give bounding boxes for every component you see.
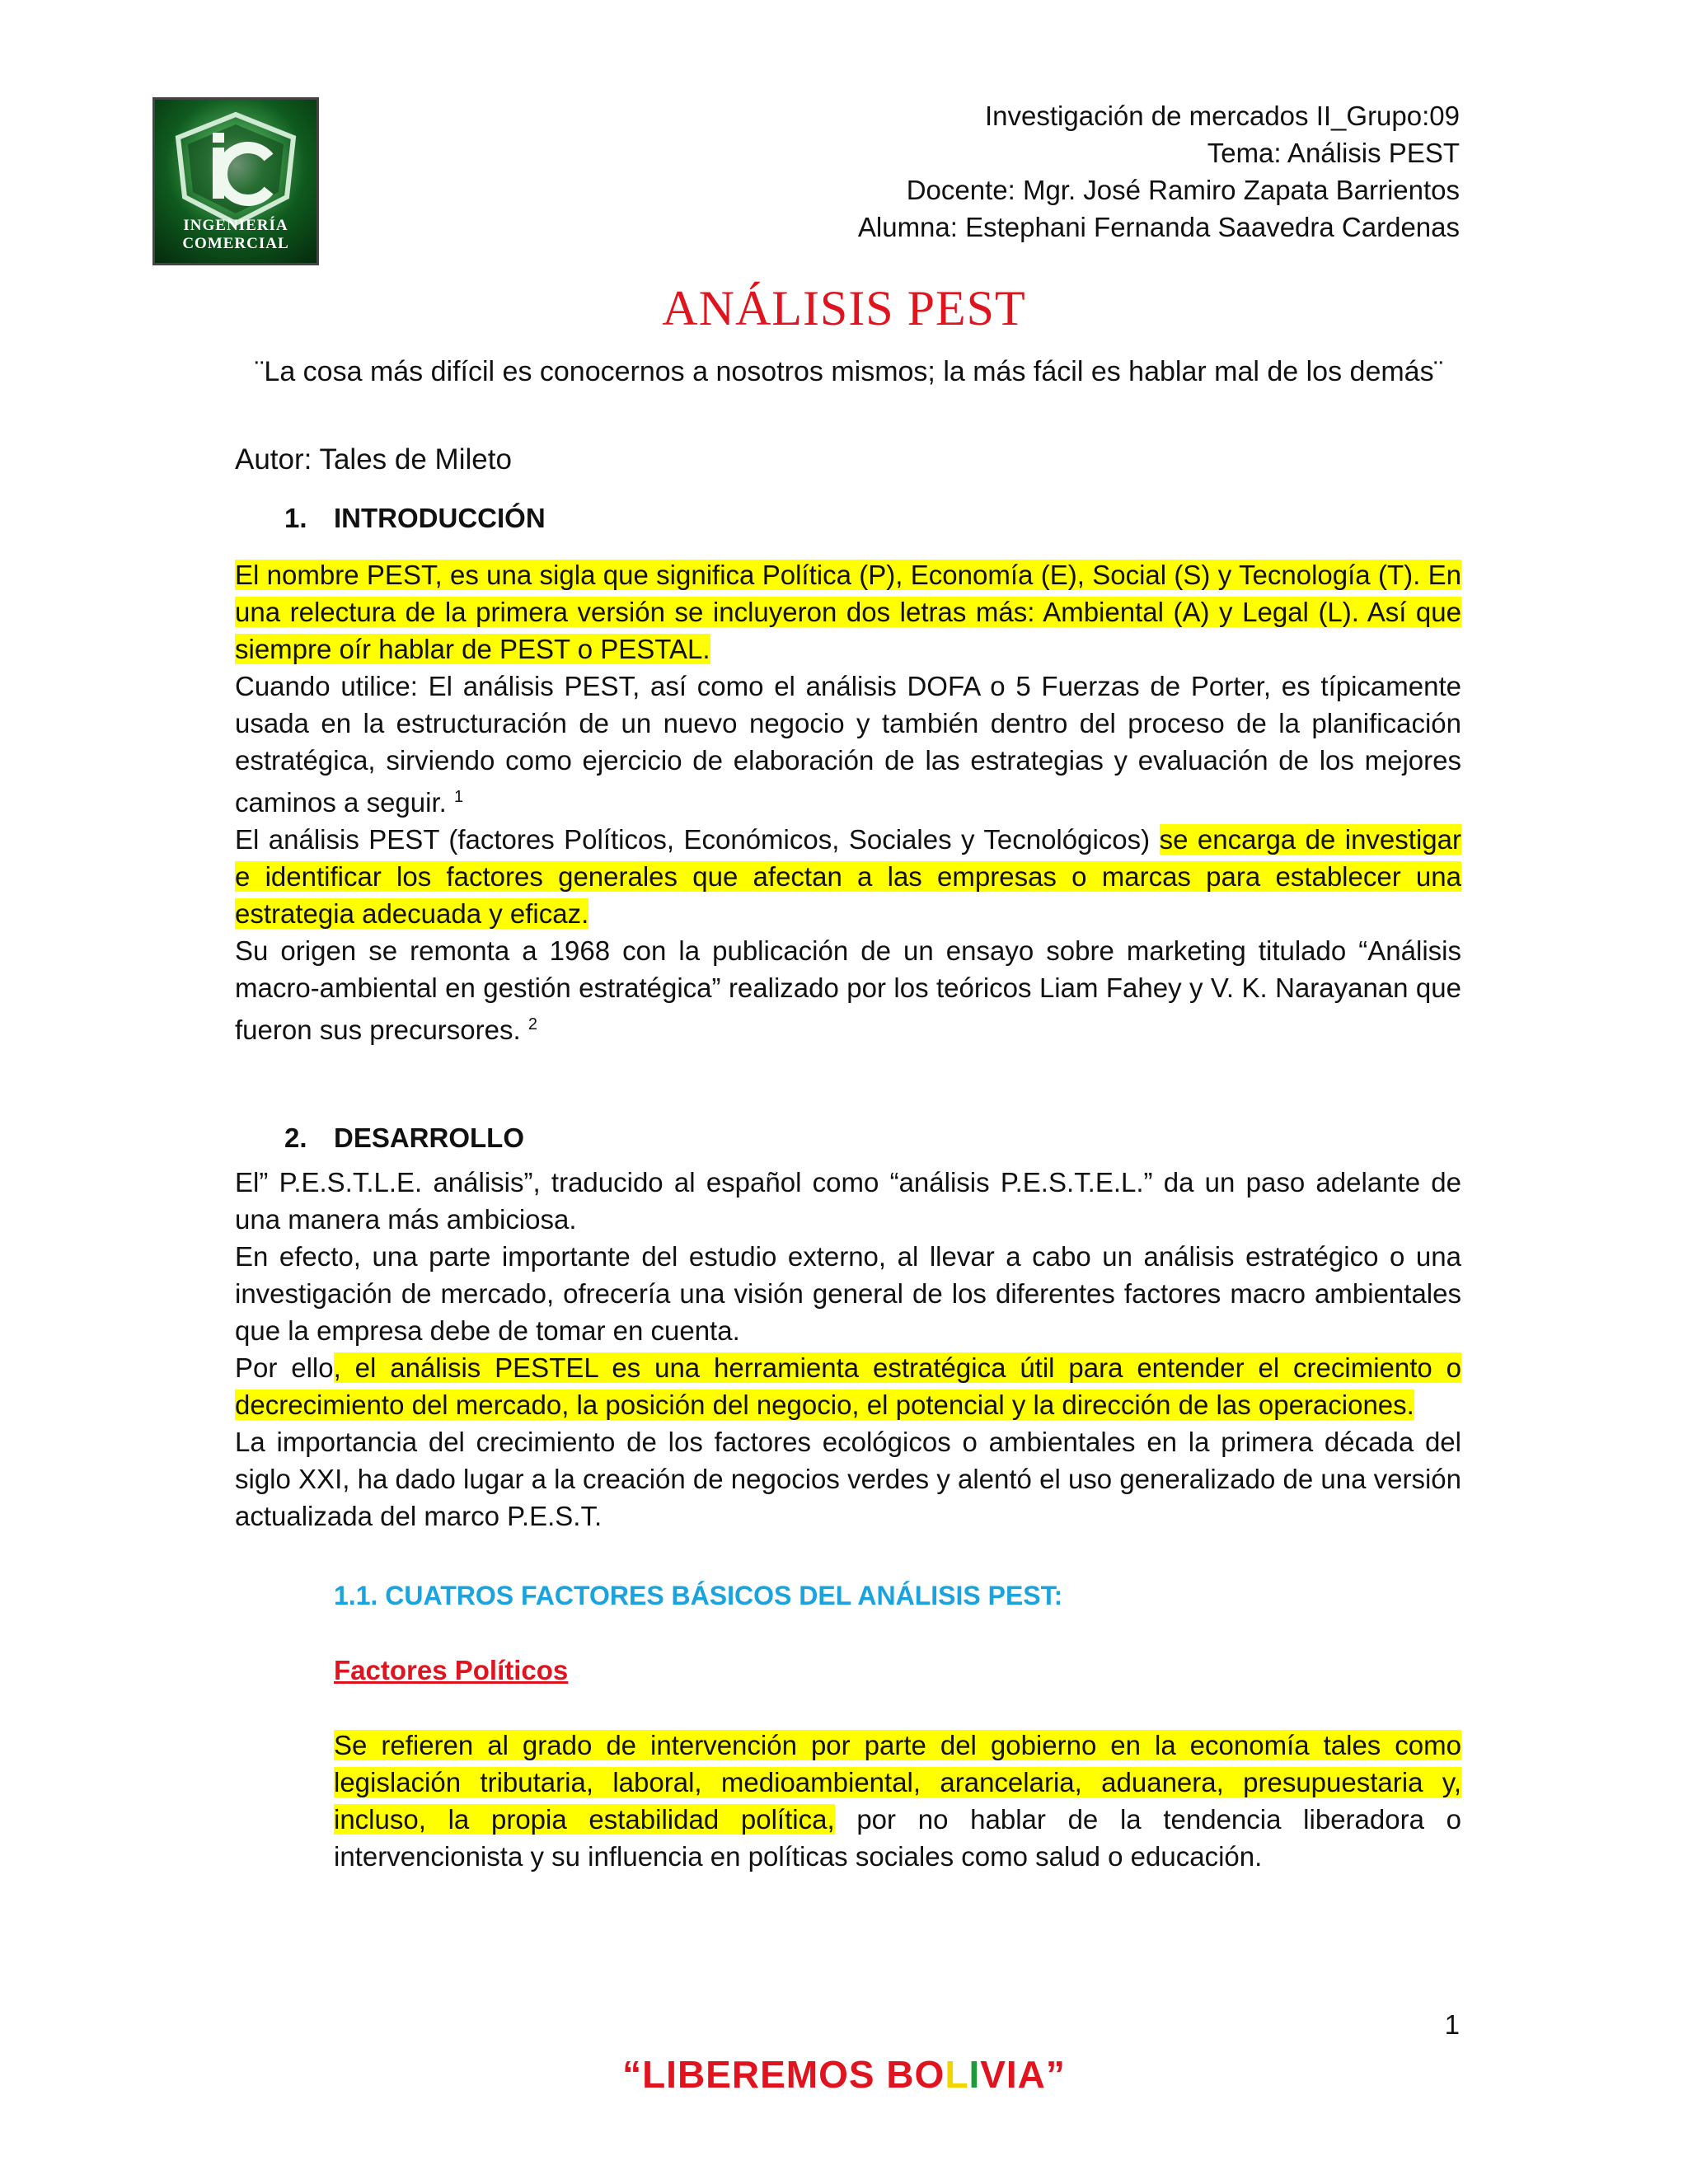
- section2-paragraph2: En efecto, una parte importante del estudio externo, al llevar a cabo un análisis estratégico o una investigación de mercado, ofrecería una visión general de los diferentes factores macro ambientales que la empresa debe de tomar en cuenta.: [235, 1241, 1461, 1346]
- factores-politicos-rest: por no hablar de la tendencia liberadora o intervencionista y su influencia en políticas sociales como salud o educación.: [334, 1804, 1461, 1872]
- factores-politicos-body: [334, 1727, 1461, 1875]
- ingenieria-comercial-logo: [152, 97, 319, 265]
- subsection-heading: 1.1. CUATROS FACTORES BÁSICOS DEL ANÁLISIS PEST:: [334, 1581, 1063, 1610]
- section2-number: 2.: [284, 1122, 307, 1153]
- header-course: Investigación de mercados II_Grupo:09: [984, 101, 1460, 131]
- document-header: [858, 97, 1460, 246]
- section1-paragraph2: Cuando utilice: El análisis PEST, así como el análisis DOFA o 5 Fuerzas de Porter, es típicamente usada en la estructuración de un nuevo negocio y también dentro del proceso de la planificación estratégica, sirviendo como ejercicio de elaboración de las estrategias y evaluación de los mejores caminos a seguir.: [235, 671, 1461, 818]
- section1-paragraph3-highlight: se encarga de investigar e identificar los factores generales que afectan a las empresas o marcas para establecer una estrategia adecuada y eficaz.: [235, 824, 1461, 929]
- section1-paragraph1: El nombre PEST, es una sigla que significa Política (P), Economía (E), Social (S) y Tecnología (T). En una relectura de la primera versión se incluyeron dos letras más: Ambiental (A) y Legal (L). Así que siempre oír hablar de PEST o PESTAL.: [235, 560, 1461, 664]
- epigraph-quote: ¨La cosa más difícil es conocernos a nosotros mismos; la más fácil es hablar mal de los demás¨: [255, 356, 1443, 387]
- header-topic: Tema: Análisis PEST: [1207, 138, 1460, 168]
- section1-number: 1.: [284, 503, 307, 533]
- section1-body: [235, 556, 1461, 1048]
- factores-politicos-title: Factores Políticos: [334, 1655, 569, 1685]
- section2-body: [235, 1164, 1461, 1535]
- section2-paragraph3-highlight: , el análisis PESTEL es una herramienta estratégica útil para entender el crecimiento o decrecimiento del mercado, la posición del negocio, el potencial y la dirección de las operaciones.: [235, 1352, 1461, 1420]
- section2-paragraph1: El” P.E.S.T.L.E. análisis”, traducido al español como “análisis P.E.S.T.E.L.” da un paso adelante de una manera más ambiciosa.: [235, 1167, 1461, 1235]
- footer-slogan-letter-i: I: [968, 2053, 981, 2096]
- footnote-ref-2: 2: [528, 1015, 537, 1033]
- page-number: 1: [1444, 2009, 1460, 2040]
- header-student: Alumna: Estephani Fernanda Saavedra Cardenas: [857, 212, 1460, 242]
- footnote-ref-1: 1: [453, 788, 464, 806]
- section1-paragraph4: Su origen se remonta a 1968 con la publicación de un ensayo sobre marketing titulado “Análisis macro-ambiental en gestión estratégica” realizado por los teóricos Liam Fahey y V. K. Narayanan que fueron sus precursores.: [235, 935, 1461, 1045]
- footer-slogan-letter-l: L: [945, 2053, 969, 2096]
- factores-politicos-highlight: Se refieren al grado de intervención por parte del gobierno en la economía tales como legislación tributaria, laboral, medioambiental, arancelaria, aduanera, presupuestaria y, incluso, la propia estabilidad política,: [334, 1730, 1461, 1835]
- epigraph-author: Autor: Tales de Mileto: [235, 443, 512, 476]
- section1-paragraph3-start: El análisis PEST (factores Políticos, Económicos, Sociales y Tecnológicos): [235, 824, 1160, 855]
- section2-heading: DESARROLLO: [334, 1122, 524, 1153]
- section2-paragraph4: La importancia del crecimiento de los factores ecológicos o ambientales en la primera década del siglo XXI, ha dado lugar a la creación de negocios verdes y alentó el uso generalizado de una versión actualizada del marco P.E.S.T.: [235, 1427, 1461, 1531]
- section1-heading: INTRODUCCIÓN: [334, 503, 546, 533]
- document-title: ANÁLISIS PEST: [662, 281, 1026, 335]
- footer-slogan-part2: VIA”: [980, 2053, 1066, 2096]
- footer-slogan: [0, 2052, 1688, 2097]
- logo-text-line2: COMERCIAL: [182, 235, 289, 252]
- section2-paragraph3-start: Por ello: [235, 1352, 334, 1383]
- logo-text-line1: INGENIERÍA: [183, 217, 288, 234]
- header-teacher: Docente: Mgr. José Ramiro Zapata Barrientos: [906, 175, 1460, 205]
- footer-slogan-part1: “LIBEREMOS BO: [622, 2053, 945, 2096]
